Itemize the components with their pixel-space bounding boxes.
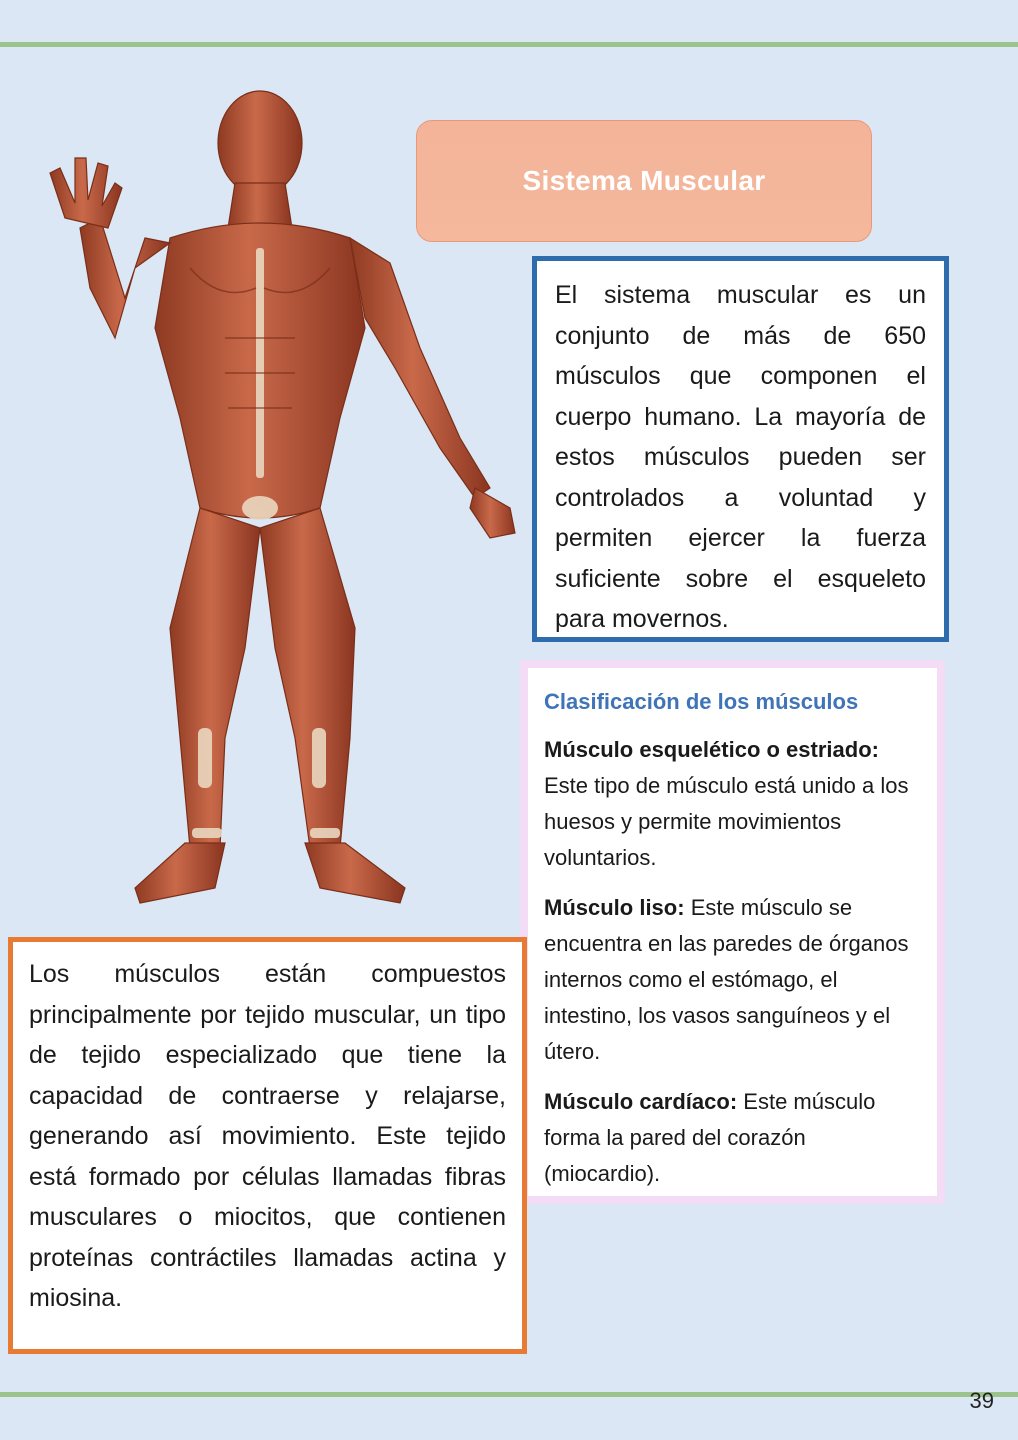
- classification-term: Músculo esquelético o estriado:: [544, 737, 879, 762]
- classification-box: [520, 660, 945, 1204]
- classification-term: Músculo liso:: [544, 895, 685, 920]
- classification-item-skeletal: [544, 732, 925, 876]
- bottom-divider: [0, 1392, 1018, 1397]
- intro-paragraph: El sistema muscular es un conjunto de más de 650 músculos que componen el cuerpo humano. La mayoría de estos músculos pueden ser controlados a voluntad y permiten ejercer la fuerza suficiente sobre el esqueleto para movernos.: [555, 281, 926, 633]
- classification-item-smooth: [544, 890, 925, 1070]
- title-banner: [416, 120, 872, 242]
- classification-description: Este músculo forma la pared del corazón (miocardio).: [544, 1089, 876, 1186]
- page-number: 39: [969, 1388, 994, 1413]
- top-divider: [0, 42, 1018, 47]
- page-title: Sistema Muscular: [522, 165, 766, 196]
- classification-description: Este tipo de músculo está unido a los huesos y permite movimientos voluntarios.: [544, 773, 909, 870]
- muscle-tissue-text-box: [8, 937, 527, 1354]
- intro-text-box: [532, 256, 949, 642]
- classification-heading: Clasificación de los músculos: [544, 689, 859, 714]
- classification-description: Este músculo se encuentra en las paredes de órganos internos como el estómago, el intestino, los vasos sanguíneos y el útero.: [544, 895, 909, 1064]
- muscle-tissue-paragraph: Los músculos están compuestos principalmente por tejido muscular, un tipo de tejido especializado que tiene la capacidad de contraerse y relajarse, generando así movimiento. Este tejido está formado por células llamadas fibras musculares o miocitos, que contienen proteínas contráctiles llamadas actina y miosina.: [29, 960, 506, 1312]
- classification-item-cardiac: [544, 1084, 925, 1192]
- classification-term: Músculo cardíaco:: [544, 1089, 738, 1114]
